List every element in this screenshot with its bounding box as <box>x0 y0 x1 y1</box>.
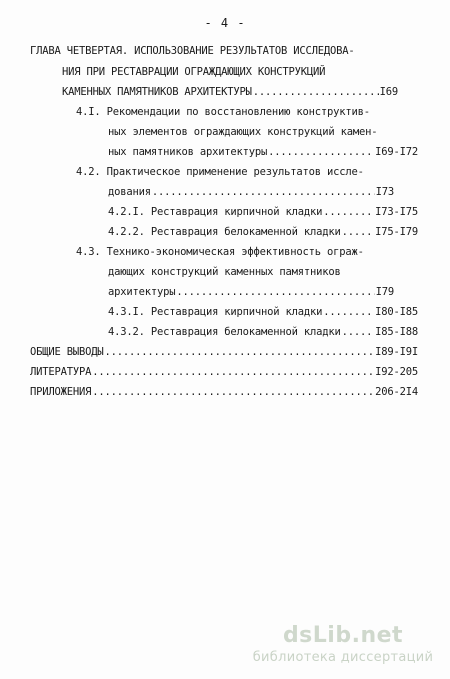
toc-entry-4-2-1 <box>108 207 418 218</box>
section-4-3-line-2: дающих конструкций каменных памятников <box>108 266 341 278</box>
section-4-3-2-label: 4.3.2. Реставрация белокаменной кладки <box>108 326 341 338</box>
toc-entry-4-3-2 <box>108 327 418 338</box>
page-ref: I69-I72 <box>375 146 418 158</box>
watermark-logo: dsLib.net <box>282 623 404 648</box>
section-4-1-line-2: ных элементов ограждающих конструкций камен- <box>108 126 378 138</box>
page-ref: I80-I85 <box>375 306 418 318</box>
dot-leader <box>253 87 379 98</box>
toc-entry-4-2 <box>108 187 394 198</box>
toc-entry-literature <box>30 367 418 378</box>
toc-entry-conclusions <box>30 347 418 358</box>
watermark-subtitle: библиотека диссертаций <box>252 650 434 665</box>
page-ref: I89-I9I <box>375 346 418 358</box>
toc-entry-4-3 <box>108 287 394 298</box>
watermark <box>248 625 438 665</box>
dot-leader <box>92 367 374 378</box>
section-4-3-line-1: 4.3. Технико-экономическая эффективность ограж- <box>76 246 364 258</box>
dot-leader <box>342 327 375 338</box>
dot-leader <box>342 227 375 238</box>
section-4-2-2-label: 4.2.2. Реставрация белокаменной кладки <box>108 226 341 238</box>
toc-entry-chapter <box>62 87 398 98</box>
section-4-1-line-3: ных памятников архитектуры <box>108 146 268 158</box>
appendices-label: ПРИЛОЖЕНИЯ <box>30 386 92 398</box>
conclusions-label: ОБЩИЕ ВЫВОДЫ <box>30 346 104 358</box>
page-ref: I75-I79 <box>375 226 418 238</box>
section-4-1-line-1: 4.I. Рекомендации по восстановлению конструктив- <box>76 106 370 118</box>
toc-entry-4-2-2 <box>108 227 418 238</box>
section-4-2-line-2: дования <box>108 186 151 198</box>
section-4-3-line-3: архитектуры <box>108 286 176 298</box>
section-4-2-1-label: 4.2.I. Реставрация кирпичной кладки <box>108 206 323 218</box>
page-ref: I79 <box>375 286 394 298</box>
toc-entry-4-1 <box>108 147 418 158</box>
chapter-title-line-1: ГЛАВА ЧЕТВЕРТАЯ. ИСПОЛЬЗОВАНИЕ РЕЗУЛЬТАТОВ ИССЛЕДОВА- <box>30 45 355 57</box>
dot-leader <box>268 147 374 158</box>
section-4-3-1-label: 4.3.I. Реставрация кирпичной кладки <box>108 306 323 318</box>
page-ref: I73 <box>375 186 394 198</box>
literature-label: ЛИТЕРАТУРА <box>30 366 92 378</box>
dot-leader <box>104 347 374 358</box>
section-4-2-line-1: 4.2. Практическое применение результатов иссле- <box>76 166 364 178</box>
chapter-title-line-3: КАМЕННЫХ ПАМЯТНИКОВ АРХИТЕКТУРЫ <box>62 86 252 98</box>
page-ref: I69 <box>379 86 398 98</box>
dot-leader <box>323 307 374 318</box>
dot-leader <box>323 207 374 218</box>
page-ref: I92-205 <box>375 366 418 378</box>
page-ref: I85-I88 <box>375 326 418 338</box>
page-ref: 206-2I4 <box>375 386 418 398</box>
dot-leader <box>92 387 374 398</box>
toc-entry-4-3-1 <box>108 307 418 318</box>
chapter-title-line-2: НИЯ ПРИ РЕСТАВРАЦИИ ОГРАЖДАЮЩИХ КОНСТРУКЦИЙ <box>62 66 326 78</box>
dot-leader <box>152 187 375 198</box>
page-number: - 4 - <box>204 16 246 30</box>
dot-leader <box>176 287 374 298</box>
page-ref: I73-I75 <box>375 206 418 218</box>
toc-entry-appendices <box>30 387 418 398</box>
